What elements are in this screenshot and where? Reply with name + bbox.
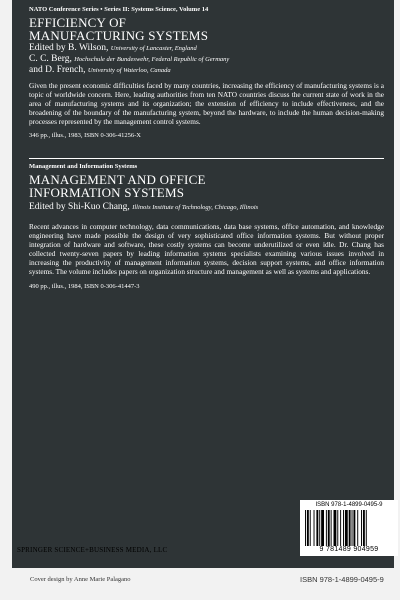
editor-chang-name: Edited by Shi-Kuo Chang, <box>29 201 130 212</box>
editor-french-affiliation: University of Waterloo, Canada <box>87 67 171 74</box>
book1-title <box>29 16 384 42</box>
barcode-isbn-label: ISBN 978-1-4899-0495-9 <box>315 502 383 508</box>
back-cover <box>12 0 394 568</box>
barcode-digits: 9 781489 904959 <box>319 546 379 553</box>
book2-description: Recent advances in computer technology, data communications, data base systems, office automation, and knowledge engineering have made possible the design of very sophisticated office information systems. But without proper integration of hardware and software, these costly systems can become underutilized or even idle. Dr. Chang has collected twenty-seven papers by leading information systems specialists examining various issues involved in increasing the productivity of management information systems, decision support systems, and office information systems. The volume includes papers on organization structure and management as well as systems and applications. <box>29 221 384 276</box>
barcode-bar <box>361 510 362 546</box>
book1-editors <box>29 43 384 76</box>
book1-meta: 346 pp., illus., 1983, ISBN 0-306-41256-X <box>29 131 141 139</box>
book2-series: Management and Information Systems <box>29 162 138 170</box>
barcode-bar <box>343 510 344 546</box>
barcode-bar <box>321 510 324 546</box>
book2-title-line1: MANAGEMENT AND OFFICE <box>29 171 206 187</box>
barcode <box>300 500 398 556</box>
barcode-bar <box>319 510 320 546</box>
editor-chang-affiliation: Illinois Institute of Technology, Chicago, Illinois <box>132 203 259 211</box>
book2-meta: 490 pp., illus., 1984, ISBN 0-306-41447-3 <box>29 283 140 291</box>
barcode-bar <box>334 510 337 546</box>
barcode-bar <box>305 510 306 546</box>
publisher-name: SPRINGER SCIENCE+BUSINESS MEDIA, LLC <box>17 546 168 554</box>
barcode-bar <box>316 510 318 546</box>
barcode-bar <box>314 510 315 546</box>
barcode-bar <box>310 510 311 546</box>
barcode-bar <box>349 510 351 546</box>
book2-editor <box>29 202 384 212</box>
book1-title-line1: EFFICIENCY OF <box>29 15 127 30</box>
book1-description: Given the present economic difficulties faced by many countries, increasing the efficiency of manufacturing systems is a topic of worldwide concern. Here, leading authorities from ten NATO countries discuss the current state of work in the area of manufacturing systems and its organization; the extension of efficiency to include effectiveness, and the broadening of the boundary of the manufacturing system, beyond the hardware, to include the human decision-making processes represented by the management control systems. <box>29 81 384 126</box>
editor-berg-name: C. C. Berg, <box>29 54 72 64</box>
barcode-bar <box>331 510 332 546</box>
series-line: NATO Conference Series • Series II: Systems Science, Volume 14 <box>29 6 209 13</box>
editor-berg <box>29 54 384 65</box>
editor-wilson <box>29 43 384 54</box>
editor-berg-affiliation: Hochschule der Bundeswehr, Federal Republic of Germany <box>74 56 230 63</box>
editor-french-name: and D. French, <box>29 65 86 75</box>
cover-credit: Cover design by Anne Marie Palagano <box>30 576 131 583</box>
barcode-bar <box>307 510 309 546</box>
section-divider <box>29 158 384 159</box>
book1-title-line2: MANUFACTURING SYSTEMS <box>29 28 209 43</box>
isbn-bottom: ISBN 978-1-4899-0495-9 <box>300 575 384 584</box>
barcode-bar <box>340 510 341 546</box>
barcode-bar <box>337 510 338 546</box>
barcode-bars <box>304 510 394 546</box>
editor-french <box>29 65 384 76</box>
barcode-bar <box>366 510 367 546</box>
barcode-bar <box>326 510 327 546</box>
editor-wilson-affiliation: University of Lancaster, England <box>110 45 197 52</box>
barcode-bar <box>357 510 358 546</box>
book2-title <box>29 173 384 200</box>
barcode-bar <box>353 510 355 546</box>
barcode-bar <box>352 510 353 546</box>
barcode-bar <box>363 510 365 546</box>
editor-wilson-name: Edited by B. Wilson, <box>29 43 109 53</box>
barcode-bar <box>328 510 330 546</box>
book2-title-line2: INFORMATION SYSTEMS <box>29 185 185 201</box>
barcode-bar <box>345 510 348 546</box>
